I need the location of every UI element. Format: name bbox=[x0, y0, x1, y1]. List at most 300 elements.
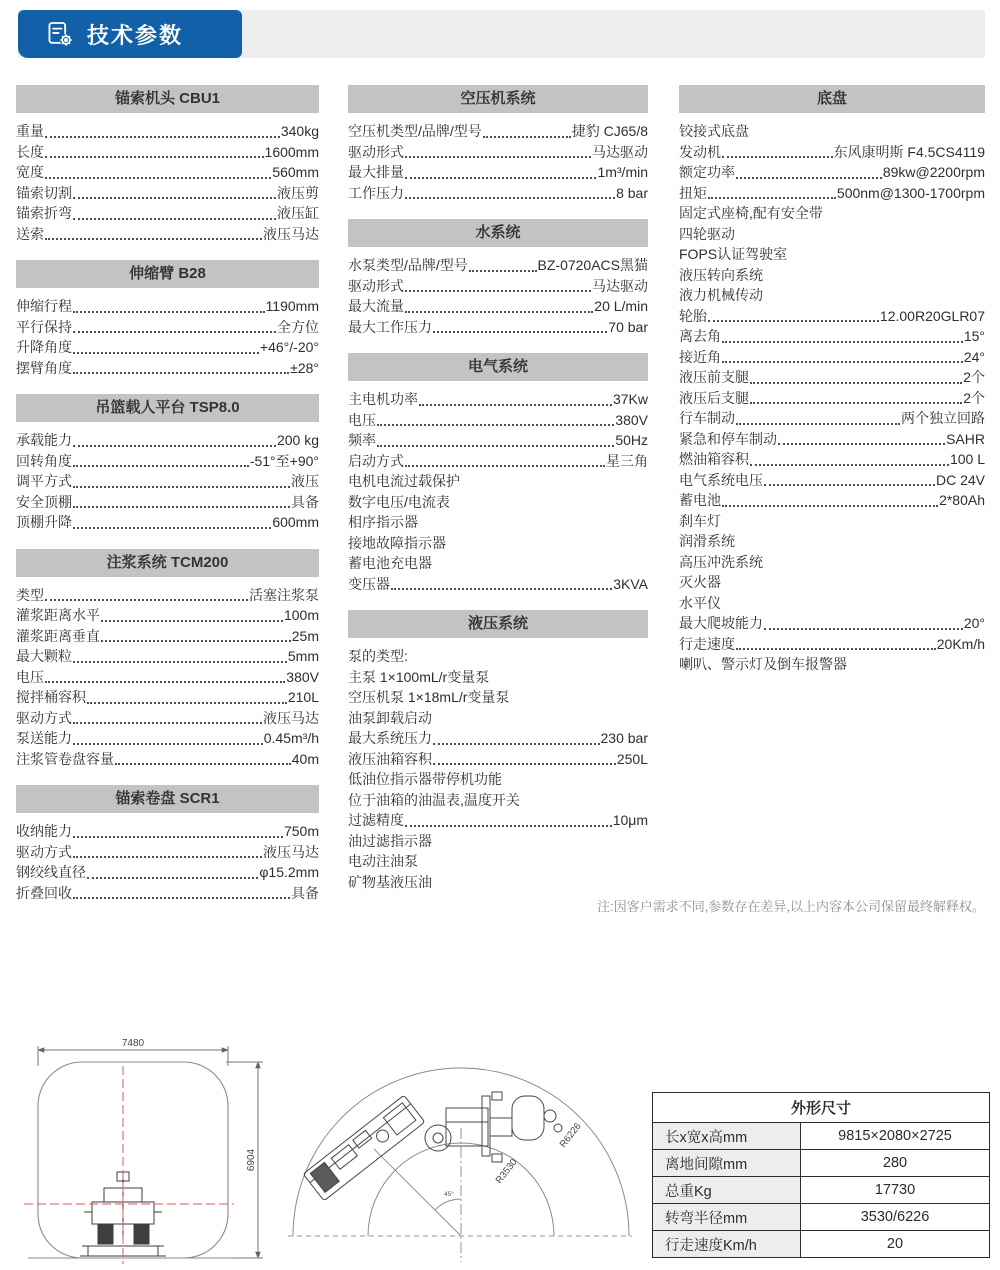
spec-row bbox=[16, 451, 319, 472]
dot-leader bbox=[101, 620, 283, 622]
spec-label: 空压机类型/品牌/型号 bbox=[348, 123, 482, 139]
dimension-label: 离地间隙mm bbox=[653, 1150, 801, 1177]
spec-row bbox=[348, 646, 648, 667]
spec-section bbox=[16, 394, 319, 533]
spec-row bbox=[16, 224, 319, 245]
spec-row bbox=[679, 408, 985, 429]
spec-label: 液压后支腿 bbox=[679, 389, 749, 406]
spec-row bbox=[348, 512, 648, 533]
spec-row bbox=[679, 224, 985, 245]
turning-radius-drawing bbox=[286, 1036, 634, 1266]
dot-leader bbox=[722, 341, 963, 343]
spec-label: 润滑系统 bbox=[679, 533, 735, 549]
spec-row bbox=[16, 162, 319, 183]
spec-value: 100m bbox=[283, 607, 319, 623]
spec-value: 40m bbox=[291, 750, 319, 767]
dot-leader bbox=[405, 825, 612, 827]
spec-label: 四轮驱动 bbox=[679, 225, 735, 242]
dimension-table-body bbox=[653, 1123, 990, 1258]
spec-column bbox=[16, 85, 319, 919]
spec-value: 230 bar bbox=[600, 730, 648, 746]
spec-value: 具备 bbox=[291, 884, 319, 901]
dot-leader bbox=[73, 836, 283, 838]
spec-row bbox=[348, 255, 648, 276]
spec-row bbox=[16, 862, 319, 883]
dot-leader bbox=[73, 331, 276, 333]
spec-section bbox=[348, 85, 648, 203]
dimension-label: 转弯半径mm bbox=[653, 1204, 801, 1231]
dimension-table bbox=[652, 1092, 990, 1258]
spec-row bbox=[679, 326, 985, 347]
spec-label: 最大系统压力 bbox=[348, 730, 432, 746]
dimension-row bbox=[653, 1231, 990, 1258]
spec-label: 安全顶棚 bbox=[16, 493, 72, 510]
spec-row bbox=[16, 512, 319, 533]
spec-row bbox=[348, 851, 648, 872]
spec-label: 发动机 bbox=[679, 143, 721, 160]
spec-row bbox=[16, 142, 319, 163]
spec-label: 液压油箱容积 bbox=[348, 750, 432, 767]
dot-leader bbox=[750, 402, 962, 404]
spec-row bbox=[348, 410, 648, 431]
dot-leader bbox=[377, 424, 614, 426]
spec-section bbox=[16, 785, 319, 903]
spec-label: 承载能力 bbox=[16, 432, 72, 448]
spec-row bbox=[679, 121, 985, 142]
document-gear-icon bbox=[46, 20, 74, 48]
spec-value: 20Km/h bbox=[936, 635, 985, 652]
spec-row bbox=[16, 183, 319, 204]
section-header: 锚索机头 CBU1 bbox=[16, 85, 319, 113]
spec-label: FOPS认证驾驶室 bbox=[679, 246, 788, 262]
spec-value: 340kg bbox=[280, 123, 319, 139]
spec-value: 3KVA bbox=[613, 575, 648, 592]
spec-label: 高压冲洗系统 bbox=[679, 553, 763, 570]
dot-leader bbox=[45, 136, 280, 138]
spec-label: 伸缩行程 bbox=[16, 298, 72, 314]
spec-row bbox=[16, 842, 319, 863]
spec-value: 马达驱动 bbox=[592, 277, 648, 294]
spec-value: 2个 bbox=[963, 369, 985, 385]
spec-value: DC 24V bbox=[935, 471, 985, 488]
dot-leader bbox=[750, 382, 962, 384]
spec-label: 变压器 bbox=[348, 575, 390, 592]
spec-value: BZ-0720ACS黑猫 bbox=[537, 257, 648, 273]
spec-value: 活塞注浆泵 bbox=[249, 586, 319, 603]
dot-leader bbox=[73, 197, 276, 199]
spec-value: ±28° bbox=[290, 359, 319, 376]
inner-radius-label: R3530 bbox=[493, 1157, 520, 1186]
dot-leader bbox=[736, 648, 936, 650]
spec-label: 回转角度 bbox=[16, 452, 72, 469]
spec-row bbox=[679, 265, 985, 286]
dot-leader bbox=[750, 464, 949, 466]
spec-value: 马达驱动 bbox=[592, 143, 648, 160]
dot-leader bbox=[73, 661, 287, 663]
spec-value: 750m bbox=[283, 823, 319, 839]
dimension-value: 20 bbox=[801, 1231, 990, 1258]
machine-top-view bbox=[303, 1092, 562, 1201]
dot-leader bbox=[45, 681, 285, 683]
dimension-row bbox=[653, 1123, 990, 1150]
dimension-row bbox=[653, 1204, 990, 1231]
spec-row bbox=[348, 162, 648, 183]
spec-label: 低油位指示器带停机功能 bbox=[348, 771, 502, 787]
spec-row bbox=[348, 769, 648, 790]
angle-label: 45° bbox=[444, 1191, 454, 1198]
section-header: 吊篮载人平台 TSP8.0 bbox=[16, 394, 319, 422]
spec-label: 注浆管卷盘容量 bbox=[16, 750, 114, 767]
dot-leader bbox=[405, 290, 591, 292]
dot-leader bbox=[73, 722, 262, 724]
spec-row bbox=[679, 244, 985, 265]
spec-row bbox=[16, 430, 319, 451]
dot-leader bbox=[73, 372, 289, 374]
spec-row bbox=[679, 162, 985, 183]
envelope-drawing bbox=[20, 1036, 272, 1266]
spec-section bbox=[16, 549, 319, 770]
spec-value: 200 kg bbox=[276, 432, 319, 448]
dot-leader bbox=[778, 443, 945, 445]
dot-leader bbox=[433, 743, 600, 745]
working-envelope-outline bbox=[38, 1062, 228, 1258]
spec-row bbox=[16, 667, 319, 688]
dot-leader bbox=[483, 136, 571, 138]
dot-leader bbox=[45, 599, 248, 601]
spec-label: 矿物基液压油 bbox=[348, 873, 432, 890]
spec-row bbox=[679, 572, 985, 593]
spec-value: 250L bbox=[616, 750, 648, 767]
spec-value: 100 L bbox=[949, 451, 985, 467]
spec-value: 380V bbox=[286, 668, 319, 685]
spec-row bbox=[348, 121, 648, 142]
dot-leader bbox=[405, 177, 596, 179]
spec-column bbox=[679, 85, 985, 691]
spec-row bbox=[679, 183, 985, 204]
spec-label: 最大颗粒 bbox=[16, 648, 72, 664]
dot-leader bbox=[73, 743, 263, 745]
spec-row bbox=[16, 605, 319, 626]
dimension-value: 17730 bbox=[801, 1177, 990, 1204]
spec-label: 摆臂角度 bbox=[16, 359, 72, 376]
spec-label: 主泵 1×100mL/r变量泵 bbox=[348, 668, 490, 685]
dimension-row bbox=[653, 1177, 990, 1204]
spec-section bbox=[16, 85, 319, 244]
dot-leader bbox=[722, 156, 833, 158]
spec-label: 扭矩 bbox=[679, 184, 707, 201]
spec-value: -51°至+90° bbox=[249, 452, 319, 469]
spec-row bbox=[679, 449, 985, 470]
dimension-label: 总重Kg bbox=[653, 1177, 801, 1204]
section-header: 伸缩臂 B28 bbox=[16, 260, 319, 288]
spec-value: 液压剪 bbox=[277, 184, 319, 201]
spec-value: 液压缸 bbox=[277, 205, 319, 221]
spec-row bbox=[679, 367, 985, 388]
section-header: 水系统 bbox=[348, 219, 648, 247]
spec-row bbox=[348, 430, 648, 451]
spec-value: 全方位 bbox=[277, 318, 319, 335]
spec-row bbox=[348, 553, 648, 574]
spec-label: 灌浆距离垂直 bbox=[16, 627, 100, 644]
spec-value: 20° bbox=[963, 615, 985, 631]
spec-row bbox=[679, 285, 985, 306]
spec-label: 泵的类型: bbox=[348, 648, 408, 664]
outer-radius-label: R6226 bbox=[557, 1121, 584, 1150]
spec-label: 液力机械传动 bbox=[679, 287, 763, 303]
spec-label: 驱动形式 bbox=[348, 277, 404, 294]
spec-label: 升降角度 bbox=[16, 339, 72, 355]
spec-label: 驱动方式 bbox=[16, 709, 72, 726]
spec-value: 10μm bbox=[612, 812, 648, 828]
dot-leader bbox=[45, 156, 264, 158]
section-header: 电气系统 bbox=[348, 353, 648, 381]
spec-value: φ15.2mm bbox=[259, 864, 319, 880]
spec-value: 89kw@2200rpm bbox=[882, 164, 985, 180]
dimension-value: 280 bbox=[801, 1150, 990, 1177]
centerlines bbox=[24, 1066, 234, 1264]
spec-row bbox=[679, 347, 985, 368]
spec-label: 接近角 bbox=[679, 348, 721, 365]
spec-column bbox=[348, 85, 648, 908]
spec-label: 蓄电池充电器 bbox=[348, 555, 432, 571]
spec-row bbox=[16, 337, 319, 358]
spec-row bbox=[679, 634, 985, 655]
dot-leader bbox=[764, 628, 963, 630]
dot-leader bbox=[469, 270, 537, 272]
spec-row bbox=[679, 142, 985, 163]
spec-row bbox=[16, 492, 319, 513]
spec-value: 50Hz bbox=[615, 432, 648, 448]
dot-leader bbox=[45, 238, 262, 240]
spec-label: 空压机泵 1×18mL/r变量泵 bbox=[348, 689, 510, 705]
spec-row bbox=[16, 708, 319, 729]
section-header: 空压机系统 bbox=[348, 85, 648, 113]
spec-label: 蓄电池 bbox=[679, 492, 721, 508]
spec-label: 油过滤指示器 bbox=[348, 832, 432, 849]
dot-leader bbox=[391, 588, 612, 590]
spec-label: 收纳能力 bbox=[16, 823, 72, 839]
dimension-label: 行走速度Km/h bbox=[653, 1231, 801, 1258]
spec-value: 8 bar bbox=[616, 184, 648, 201]
spec-label: 燃油箱容积 bbox=[679, 451, 749, 467]
spec-label: 泵送能力 bbox=[16, 730, 72, 746]
dimension-table-title: 外形尺寸 bbox=[653, 1093, 990, 1123]
dot-leader bbox=[433, 763, 616, 765]
section-header: 锚索卷盘 SCR1 bbox=[16, 785, 319, 813]
dimension-label: 长x宽x高mm bbox=[653, 1123, 801, 1150]
dot-leader bbox=[708, 197, 836, 199]
spec-label: 电动注油泵 bbox=[348, 853, 418, 869]
section-header: 注浆系统 TCM200 bbox=[16, 549, 319, 577]
dot-leader bbox=[433, 331, 607, 333]
spec-label: 过滤精度 bbox=[348, 812, 404, 828]
spec-row bbox=[16, 358, 319, 379]
dot-leader bbox=[764, 484, 935, 486]
spec-label: 电压 bbox=[16, 668, 44, 685]
spec-label: 液压转向系统 bbox=[679, 266, 763, 283]
spec-label: 驱动方式 bbox=[16, 843, 72, 860]
spec-row bbox=[679, 511, 985, 532]
spec-row bbox=[16, 749, 319, 770]
dot-leader bbox=[736, 423, 900, 425]
spec-value: 15° bbox=[963, 328, 985, 344]
spec-value: 液压马达 bbox=[263, 225, 319, 242]
width-dimension bbox=[38, 1046, 228, 1066]
dimension-row bbox=[653, 1150, 990, 1177]
spec-value: 液压马达 bbox=[263, 843, 319, 860]
section-header: 液压系统 bbox=[348, 610, 648, 638]
spec-row bbox=[348, 533, 648, 554]
spec-value: 70 bar bbox=[608, 318, 648, 335]
dot-leader bbox=[722, 505, 938, 507]
spec-label: 工作压力 bbox=[348, 184, 404, 201]
dot-leader bbox=[115, 763, 291, 765]
spec-row bbox=[16, 626, 319, 647]
dot-leader bbox=[73, 218, 276, 220]
spec-label: 主电机功率 bbox=[348, 391, 418, 407]
dot-leader bbox=[101, 640, 291, 642]
spec-row bbox=[348, 687, 648, 708]
spec-label: 位于油箱的油温表,温度开关 bbox=[348, 791, 520, 808]
spec-value: 37Kw bbox=[612, 391, 648, 407]
spec-value: 星三角 bbox=[606, 452, 648, 469]
dot-leader bbox=[736, 177, 882, 179]
spec-label: 折叠回收 bbox=[16, 884, 72, 901]
spec-label: 频率 bbox=[348, 432, 376, 448]
spec-value: 两个独立回路 bbox=[901, 410, 985, 426]
spec-row bbox=[679, 490, 985, 511]
dot-leader bbox=[73, 352, 259, 354]
spec-value: 液压马达 bbox=[263, 709, 319, 726]
spec-value: 20 L/min bbox=[594, 298, 648, 314]
spec-label: 钢绞线直径 bbox=[16, 864, 86, 880]
spec-value: 5mm bbox=[287, 648, 319, 664]
spec-label: 重量 bbox=[16, 123, 44, 139]
spec-label: 长度 bbox=[16, 143, 44, 160]
spec-row bbox=[679, 613, 985, 634]
height-dimension-label: 6904 bbox=[246, 1148, 257, 1172]
dot-leader bbox=[73, 465, 249, 467]
spec-value: 具备 bbox=[291, 493, 319, 510]
spec-value: 2个 bbox=[963, 389, 985, 406]
spec-row bbox=[16, 585, 319, 606]
spec-row bbox=[16, 471, 319, 492]
spec-value: 24° bbox=[963, 348, 985, 365]
spec-label: 送索 bbox=[16, 225, 44, 242]
spec-label: 最大排量 bbox=[348, 164, 404, 180]
dot-leader bbox=[405, 465, 605, 467]
spec-label: 调平方式 bbox=[16, 473, 72, 489]
spec-row bbox=[348, 389, 648, 410]
spec-label: 类型 bbox=[16, 586, 44, 603]
spec-label: 行车制动 bbox=[679, 410, 735, 426]
spec-row bbox=[679, 593, 985, 614]
spec-label: 水泵类型/品牌/型号 bbox=[348, 257, 468, 273]
spec-row bbox=[16, 317, 319, 338]
spec-row bbox=[679, 470, 985, 491]
spec-row bbox=[348, 831, 648, 852]
spec-row bbox=[348, 492, 648, 513]
spec-row bbox=[348, 790, 648, 811]
spec-row bbox=[679, 552, 985, 573]
spec-row bbox=[16, 728, 319, 749]
spec-label: 行走速度 bbox=[679, 635, 735, 652]
spec-label: 相序指示器 bbox=[348, 514, 418, 530]
spec-label: 轮胎 bbox=[679, 307, 707, 324]
dot-leader bbox=[722, 361, 963, 363]
spec-label: 电气系统电压 bbox=[679, 471, 763, 488]
spec-section bbox=[348, 353, 648, 594]
spec-label: 紧急和停车制动 bbox=[679, 430, 777, 447]
spec-label: 锚索切割 bbox=[16, 184, 72, 201]
spec-label: 额定功率 bbox=[679, 164, 735, 180]
spec-row bbox=[679, 654, 985, 675]
spec-row bbox=[348, 142, 648, 163]
spec-value: 210L bbox=[287, 689, 319, 705]
spec-value: 0.45m³/h bbox=[263, 730, 319, 746]
spec-label: 灌浆距离水平 bbox=[16, 607, 100, 623]
spec-value: 2*80Ah bbox=[939, 492, 985, 508]
spec-value: 500nm@1300-1700rpm bbox=[836, 184, 985, 201]
spec-label: 宽度 bbox=[16, 164, 44, 180]
dot-leader bbox=[405, 197, 615, 199]
spec-section bbox=[348, 219, 648, 337]
dot-leader bbox=[419, 404, 612, 406]
spec-row bbox=[348, 183, 648, 204]
spec-row bbox=[16, 821, 319, 842]
dot-leader bbox=[73, 506, 290, 508]
spec-row bbox=[348, 276, 648, 297]
section-header: 底盘 bbox=[679, 85, 985, 113]
spec-label: 数字电压/电流表 bbox=[348, 493, 450, 510]
dot-leader bbox=[405, 311, 593, 313]
spec-label: 铰接式底盘 bbox=[679, 123, 749, 139]
spec-value: 液压 bbox=[291, 473, 319, 489]
disclaimer-note: 注:因客户需求不同,参数存在差异,以上内容本公司保留最终解释权。 bbox=[597, 899, 985, 914]
spec-row bbox=[348, 708, 648, 729]
spec-row bbox=[16, 296, 319, 317]
spec-label: 顶棚升降 bbox=[16, 514, 72, 530]
spec-value: SAHR bbox=[946, 430, 985, 447]
spec-value: 560mm bbox=[272, 164, 319, 180]
spec-row bbox=[348, 667, 648, 688]
spec-value: +46°/-20° bbox=[259, 339, 319, 355]
spec-label: 最大爬坡能力 bbox=[679, 615, 763, 631]
spec-row bbox=[348, 471, 648, 492]
spec-label: 固定式座椅,配有安全带 bbox=[679, 205, 823, 221]
spec-row bbox=[679, 531, 985, 552]
dot-leader bbox=[73, 311, 265, 313]
spec-label: 灭火器 bbox=[679, 574, 721, 590]
spec-label: 电压 bbox=[348, 411, 376, 428]
spec-section bbox=[679, 85, 985, 675]
width-dimension-label: 7480 bbox=[121, 1038, 145, 1049]
spec-row bbox=[348, 317, 648, 338]
section-title-badge bbox=[18, 10, 242, 58]
spec-row bbox=[348, 749, 648, 770]
spec-row bbox=[348, 574, 648, 595]
spec-row bbox=[348, 810, 648, 831]
dot-leader bbox=[73, 486, 290, 488]
spec-label: 油泵卸载启动 bbox=[348, 709, 432, 726]
spec-label: 接地故障指示器 bbox=[348, 534, 446, 551]
spec-value: 600mm bbox=[272, 514, 319, 530]
spec-label: 水平仪 bbox=[679, 594, 721, 611]
spec-row bbox=[16, 203, 319, 224]
spec-row bbox=[16, 687, 319, 708]
spec-label: 启动方式 bbox=[348, 452, 404, 469]
height-dimension bbox=[226, 1062, 263, 1258]
